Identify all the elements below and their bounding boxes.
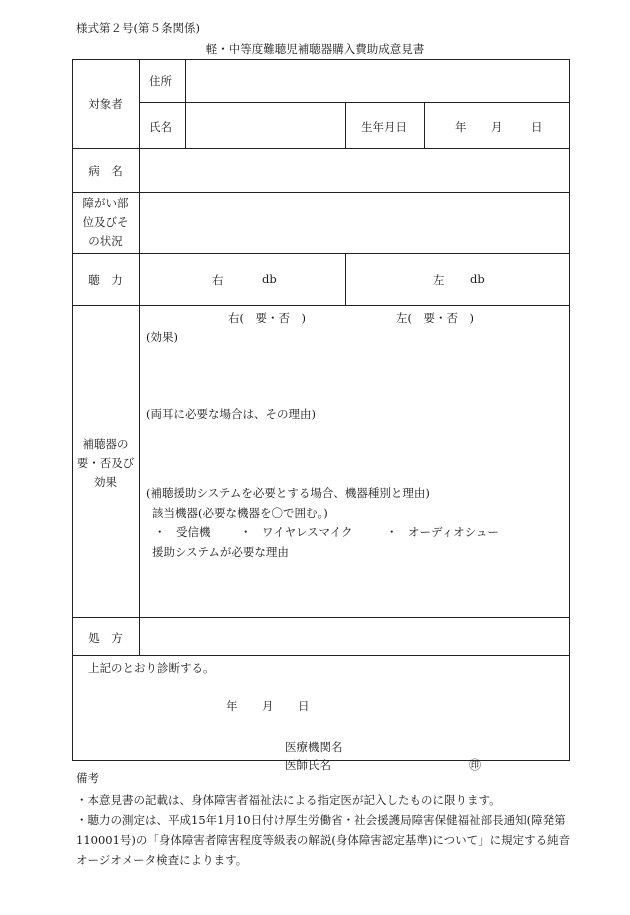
device-audio-shoe[interactable]: オーディオシュー [408, 525, 499, 539]
device-wireless-mic[interactable]: ワイヤレスマイク [262, 525, 353, 539]
hearing-left-unit: db [470, 272, 485, 286]
disease-field[interactable] [140, 149, 569, 191]
hearing-right-unit: db [262, 272, 277, 286]
aid-label-line-2: 要・否及び [76, 456, 135, 470]
seal-mark: ㊞ [469, 758, 482, 772]
aid-label-line-1: 補聴器の [82, 437, 129, 451]
name-label: 氏名 [149, 120, 172, 134]
device-bullet: ・ [240, 525, 252, 539]
rule-hearing-bottom [72, 305, 570, 306]
prescription-label: 処 方 [88, 631, 123, 645]
form-number-label: 様式第２号(第５条関係) [76, 21, 200, 35]
disability-label-line-2: 位及びそ [82, 215, 129, 229]
hearing-right-field[interactable] [140, 254, 344, 304]
diagnosis-statement: 上記のとおり診断する。 [88, 661, 215, 675]
aid-applicable-devices: 該当機器(必要な機器を〇で囲む。) [152, 506, 328, 520]
doctor-name-label: 医師氏名 [285, 758, 331, 772]
aid-right-choice[interactable]: 右( 要・否 ) [228, 311, 306, 325]
hearing-left-label: 左 [433, 273, 445, 287]
address-label: 住所 [149, 74, 172, 88]
disability-field[interactable] [140, 193, 569, 252]
rule-name-birth-divider [345, 102, 346, 148]
birth-month-unit: 月 [491, 120, 503, 134]
diagnosis-month-unit: 月 [262, 699, 274, 713]
birth-year-unit: 年 [455, 120, 467, 134]
notes-heading: 備考 [76, 771, 99, 785]
note-item: ・聴力の測定は、平成15年1月10日付け厚生労働省・社会援護局障害保健福祉部長通知(障発第110001号)の「身体障害者障害程度等級表の解説(身体障害認定基準)について」に規定する純音オージオメータ検査によります。 [76, 813, 571, 867]
disease-label: 病 名 [88, 164, 123, 178]
aid-effect-heading: (効果) [146, 330, 178, 344]
aid-both-ears-heading: (両耳に必要な場合は、その理由) [146, 407, 316, 421]
hearing-right-label: 右 [212, 273, 224, 287]
device-bullet: ・ [386, 525, 398, 539]
disability-label-line-1: 障がい部 [82, 196, 129, 210]
note-item: ・本意見書の記載は、身体障害者福祉法による指定医が記入したものに限ります。 [76, 793, 501, 807]
aid-system-heading: (補聴援助システムを必要とする場合、機器種別と理由) [146, 486, 430, 500]
diagnosis-day-unit: 日 [298, 699, 310, 713]
address-field[interactable] [186, 60, 569, 101]
diagnosis-year-unit: 年 [226, 699, 238, 713]
hearing-label: 聴 力 [88, 273, 123, 287]
hearing-left-field[interactable] [346, 254, 569, 304]
aid-label-line-3: 効果 [94, 475, 117, 489]
name-field[interactable] [186, 103, 344, 147]
device-receiver[interactable]: 受信機 [176, 525, 211, 539]
aid-system-reason-heading: 援助システムが必要な理由 [152, 545, 289, 559]
birth-date-label: 生年月日 [361, 120, 407, 134]
rule-prescription-bottom [72, 655, 570, 656]
disability-label-line-3: の状況 [88, 234, 123, 248]
medical-institution-label: 医療機関名 [285, 740, 343, 754]
document-title: 軽・中等度難聴児補聴器購入費助成意見書 [205, 42, 425, 56]
aid-left-choice[interactable]: 左( 要・否 ) [396, 311, 474, 325]
device-bullet: ・ [154, 525, 166, 539]
birth-day-unit: 日 [531, 120, 543, 134]
subject-label: 対象者 [88, 97, 123, 111]
birth-date-field[interactable] [425, 103, 569, 147]
prescription-field[interactable] [140, 618, 569, 654]
